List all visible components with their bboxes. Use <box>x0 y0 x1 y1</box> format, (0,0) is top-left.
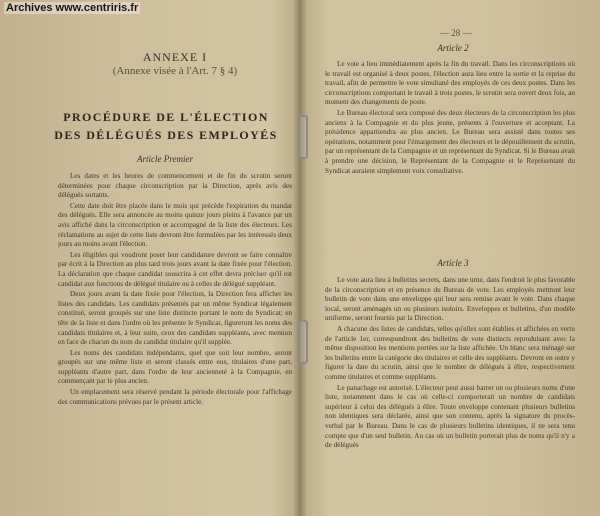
article-1-body <box>58 172 292 502</box>
paragraph: A chacune des listes de candidats, telles qu'elles sont établies et affichées en vertu de l'article 1er, correspondront des bulletins de vote distincts reproduisant avec la même disposition les mentions portées sur la liste affichée. Un blanc sera ménagé sur les bulletins entre la catégorie des titulaires et celle des suppléants. Devront en outre y figurer la date du scrutin, ainsi que le nombre de délégués à élire, respectivement comme titulaires et comme suppléants. <box>325 324 575 381</box>
paragraph: Les éligibles qui voudront poser leur candidature devront se faire connaître par écrit à la Direction au plus tard trois jours avant la date fixée pour l'élection. La déclaration que chaque candidat souscrira à cet effet devra préciser qu'il est candidat aux fonctions de délégué titulaire ou à celles de délégué suppléant. <box>58 250 292 288</box>
watermark-text: Archives www.centriris.fr <box>6 2 139 14</box>
article-2-heading: Article 2 <box>437 43 469 53</box>
left-page <box>0 0 298 516</box>
article-3-body <box>325 276 575 510</box>
page-number: — 28 — <box>440 28 472 38</box>
paragraph: Le Bureau électoral sera composé des deux électeurs de la circonscription les plus anciens à la Compagnie et du plus jeune, présents à l'ouverture et acceptant. La présidence appartiendra au plus ancien. Le Bureau sera assisté dans toutes ses opérations, notamment pour l'émargement des électeurs et le dépouillement du scrutin, par un représentant de la Compagnie et un représentant du Syndicat. Si le Bureau avait à prendre une décision, le Représentant de la Compagnie et le Représentant du Syndicat auraient simplement voix consultative. <box>325 108 575 175</box>
article-3-heading: Article 3 <box>437 258 469 268</box>
right-page <box>303 0 600 516</box>
paragraph: Les noms des candidats indépendants, quel que soit leur nombre, seront groupés sur une même liste et seront classés entre eux, titulaires d'une part, suppléants d'autre part, dans l'ordre de leur ancienneté à la Compagnie, en commençant par le plus ancien. <box>58 348 292 386</box>
title-line-1: PROCÉDURE DE L'ÉLECTION <box>63 110 269 124</box>
document-title <box>35 108 297 144</box>
paragraph: Cette date doit être placée dans le mois qui précède l'expiration du mandat des délégués. Elle sera annoncée au moins quinze jours pleins à l'avance par un avis affiché dans la circonscription et accompagné de la liste des électeurs. Les réclamations au sujet de cette liste devront être formulées par les intéressés deux jours au moins avant l'élection. <box>58 201 292 249</box>
article-2-body <box>325 60 575 240</box>
title-line-2: DES DÉLÉGUÉS DES EMPLOYÉS <box>54 128 278 142</box>
paragraph: Un emplacement sera réservé pendant la période électorale pour l'affichage des communications prévues par le présent article. <box>58 388 292 406</box>
paragraph: Le vote aura lieu à bulletins secrets, dans une urne, dans l'endroit le plus favorable de la circonscription et en présence du Bureau de vote. Les employés mettront leur bulletin de vote dans une enveloppe qui leur sera remise avant le vote. Dans chaque local, seront aménagés un ou plusieurs isoloirs. Enveloppes et bulletins, d'un modèle uniforme, seront fournis par la Direction. <box>325 276 575 323</box>
article-1-heading: Article Premier <box>137 154 193 164</box>
paragraph: Deux jours avant la date fixée pour l'élection, la Direction fera afficher les listes des candidats. Les candidats présentés par un même Syndicat légalement constitué, seront groupés sur une liste distincte portant le nom du Syndicat; en tête de la liste et dans l'ordre où les présente le Syndicat, figureront les noms des candidats titulaires et, à leur suite, ceux des candidats suppléants, avec mention en face de chacun du nom du candidat titulaire qu'il supplée. <box>58 290 292 347</box>
paragraph: Le panachage est autorisé. L'électeur peut aussi barrer un ou plusieurs noms d'une liste, notamment dans le cas où celle-ci comporterait un nombre de candidats supérieur à celui des délégués à élire. Toute enveloppe contenant plusieurs bulletins non identiques sera déclarée, ainsi que son contenu, après la signature du procès-verbal par le Bureau. Dans le cas de plusieurs bulletins identiques, il ne sera tenu compte que d'un seul bulletin. Au cas où un bulletin porterait plus de noms qu'il n'y a de délégués <box>325 383 575 450</box>
paragraph: Les dates et les heures de commencement et de fin du scrutin seront déterminées pour chaque circonscription par la Direction, après avis des délégués sortants. <box>58 172 292 200</box>
paragraph: Le vote a lieu immédiatement après la fin du travail. Dans les circonscriptions où le travail est organisé à deux postes, l'élection aura lieu entre la sortie et la reprise du travail, afin de permettre le vote simultané des employés de ces deux postes. Dans les circonscriptions comportant le travail à trois postes, le scrutin sera ouvert deux fois, au moment des changements de poste. <box>325 60 575 107</box>
annexe-title: ANNEXE I <box>142 50 208 64</box>
annexe-subtitle: (Annexe visée à l'Art. 7 § 4) <box>112 65 238 77</box>
